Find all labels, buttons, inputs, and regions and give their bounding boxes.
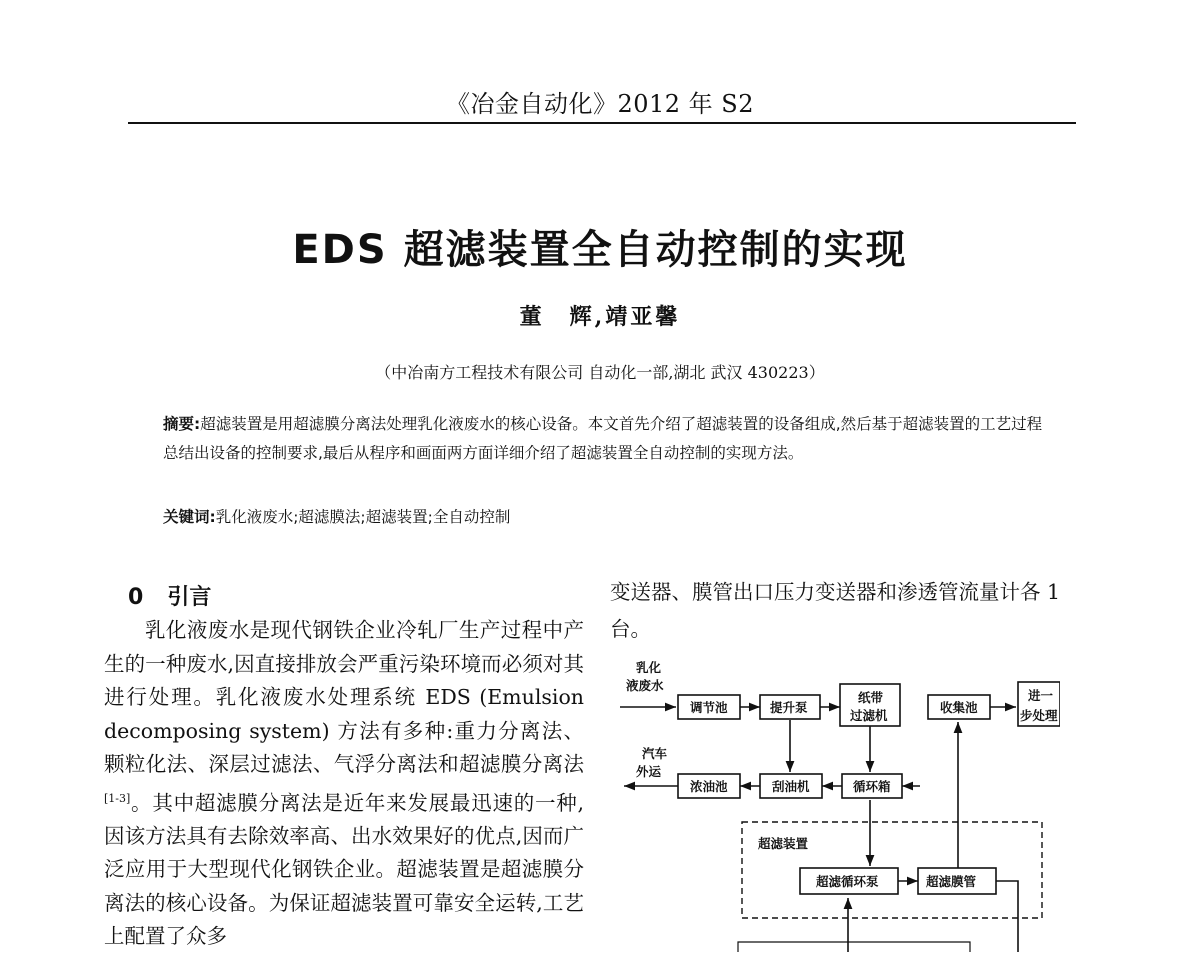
keywords [163,505,1043,527]
right-column [610,574,1090,648]
label-further-1: 进一 [1028,688,1054,703]
abstract-label: 摘要: [163,415,201,433]
label-collect-tank: 收集池 [940,700,978,715]
process-flow-diagram [620,650,1060,952]
section-title: 引言 [167,585,212,610]
keywords-text: 乳化液废水;超滤膜法;超滤装置;全自动控制 [215,508,511,526]
intro-text-1: 乳化液废水是现代钢铁企业冷轧厂生产过程中产生的一种废水,因直接排放会严重污染环境而必须对其进行处理。乳化液废水处理系统 EDS (Emulsion decomposing system) 方法有多种:重力分离法、颗粒化法、深层过滤法、气浮分离法和超滤膜分离法 [104,618,584,776]
label-paper-filter-1: 纸带 [858,690,884,705]
input-label-2: 液废水 [626,678,664,693]
label-uf-membrane: 超滤膜管 [926,874,977,889]
journal-header: 《冶金自动化》2012 年 S2 [445,90,755,118]
label-adjust-tank: 调节池 [690,700,728,715]
abstract-text: 超滤装置是用超滤膜分离法处理乳化液废水的核心设备。本文首先介绍了超滤装置的设备组成,然后基于超滤装置的工艺过程总结出设备的控制要求,最后从程序和画面两方面详细介绍了超滤装置全自动控制的实现方法。 [163,415,1043,462]
label-uf-pump: 超滤循环泵 [816,874,879,889]
output-label-1: 汽车 [642,746,668,761]
output-label-2: 外运 [636,764,662,779]
label-skimmer: 刮油机 [772,779,810,794]
label-paper-filter-2: 过滤机 [850,708,888,723]
paper-affiliation: （中冶南方工程技术有限公司 自动化一部,湖北 武汉 430223） [375,363,825,382]
section-number: 0 [128,585,144,610]
keywords-label: 关键词: [163,508,216,526]
label-further-2: 步处理 [1020,708,1058,723]
label-oil-tank: 浓油池 [690,779,728,794]
lower-frame-line [738,942,970,952]
header-rule [128,122,1076,124]
right-column-text: 变送器、膜管出口压力变送器和渗透管流量计各 1 台。 [610,580,1061,641]
intro-paragraph [104,614,584,954]
label-circ-tank: 循环箱 [853,779,891,794]
input-label-1: 乳化 [636,660,662,675]
abstract [163,410,1043,468]
paper-title: EDS 超滤装置全自动控制的实现 [292,227,908,273]
section-heading [128,580,211,611]
line-membrane-out [996,881,1018,952]
citation: [1-3] [104,791,131,805]
left-column [104,614,584,954]
paper-authors: 董 辉,靖亚馨 [519,304,681,330]
intro-text-2: 。其中超滤膜分离法是近年来发展最迅速的一种,因该方法具有去除效率高、出水效果好的优点,因而广泛应用于大型现代化钢铁企业。超滤装置是超滤膜分离法的核心设备。为保证超滤装置可靠安全运转,工艺上配置了众多 [104,790,584,949]
label-lift-pump: 提升泵 [770,700,808,715]
uf-group-label: 超滤装置 [758,836,809,851]
